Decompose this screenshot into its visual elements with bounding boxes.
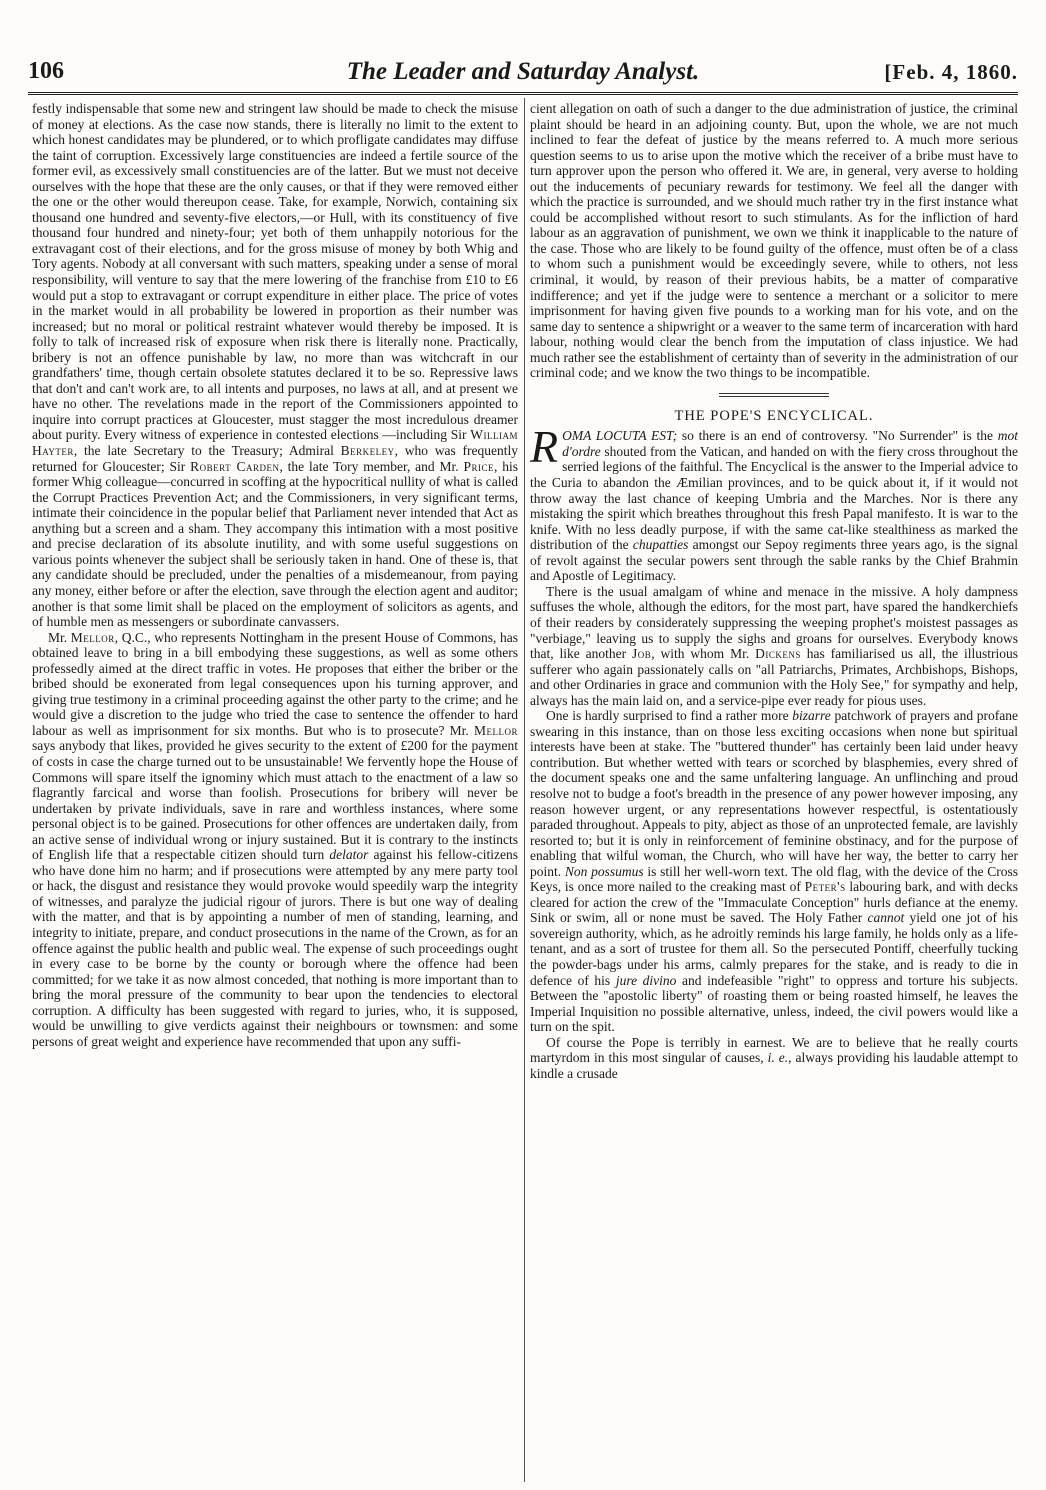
left-column: [32, 101, 518, 1049]
section-separator: [719, 393, 829, 397]
page-header: [28, 58, 1018, 88]
column-divider: [524, 98, 525, 1482]
article-paragraph: cient allegation on oath of such a danger to the due administration of justice, the criminal plaint should be heard in an adjoining county. But, upon the whole, we are not much inclined to fear the defeat of justice by the means referred to. A much more serious question seems to us to arise upon the motive which the receiver of a bribe must have to turn approver upon the person who offered it. We are, in general, very averse to holding out the inducements of pecuniary rewards for testimony. We feel all the danger with which the practice is surrounded, and we should much rather try in the first instance what could be accomplished without resort to such stimulants. As for the infliction of hard labour as an aggravation of punishment, we own we think it inapplicable to the nature of the case. Those who are likely to be found guilty of the offence, must often be of a class to whom such a punishment would be exceedingly severe, while to others, not less criminal, it would, by reason of their previous habits, be a matter of comparative indifference; and yet if the judge were to sentence a merchant or a solicitor to mere imprisonment for having given five pounds to a working man for his vote, and on the same day to sentence a shipwright or a weaver to the same term of incarceration with hard labour, nothing would clear the bench from the imputation of class injustice. We had much rather see the establishment of certainty than of severity in the administration of our criminal code; and we know the two things to be incompatible.: [530, 101, 1018, 381]
drop-cap: R: [530, 421, 559, 473]
right-column: [530, 101, 1018, 1081]
header-rule: [28, 92, 1018, 95]
article-paragraph: One is hardly surprised to find a rather more bizarre patchwork of prayers and profane swearing in this instance, than on those less exciting occasions when none but spiritual interests have been at stake. The "buttered thunder" has certainly been laid under heavy contribution. But whether wetted with tears or scorched by blasphemies, every shred of the document speaks one and the same unfaltering language. An unflinching and proud resolve not to budge a foot's breadth in the presence of any power however imposing, any reason however urgent, or any representations however respectful, is ostentatiously paraded throughout. Appeals to pity, abject as those of an unprotected female, are lavishly resorted to; but it is only in reinforcement of feminine obstinacy, and for the purpose of enabling that wilful woman, the Church, who will have her way, the better to carry her point. Non possumus is still her well-worn text. The old flag, with the device of the Cross Keys, is once more nailed to the creaking mast of Peter's labouring bark, and with decks cleared for action the crew of the "Immaculate Conception" hurls defiance at the enemy. Sink or swim, all or none must be saved. The Holy Father cannot yield one jot of his sovereign authority, which, as he adroitly reminds his large family, he holds only as a life-tenant, and as a sort of trustee for them all. So the persecuted Pontiff, cheerfully tucking the powder-bags under his arms, calmly prepares for the stake, and is ready to die in defence of his jure divino and indefeasible "right" to oppress and torture his subjects. Between the "apostolic liberty" of roasting them or being roasted himself, he leaves the Imperial Inquisition no possible alternative, unless, indeed, the civil powers would like a turn on the spit.: [530, 708, 1019, 1035]
article-paragraph: Of course the Pope is terribly in earnest. We are to believe that he really courts martyrdom in this most singular of causes, i. e., always providing his laudable attempt to kindle a crusade: [530, 1034, 1018, 1081]
issue-date: [Feb. 4, 1860.: [884, 60, 1018, 84]
page-number: 106: [28, 58, 64, 84]
publication-title: The Leader and Saturday Analyst.: [346, 58, 700, 85]
article-heading: THE POPE'S ENCYCLICAL.: [674, 407, 874, 424]
article-paragraph: festly indispensable that some new and stringent law should be made to check the misuse of money at elections. As the case now stands, there is literally no limit to the extent to which honest candidates may be plundered, or to which profligate candidates may diffuse the taint of corruption. Excessively large constituencies are indeed a fertile source of the former evil, as excessively small constituencies are of the latter. But we must not deceive ourselves with the hope that these are the only causes, or that if they were removed either the one or the other would thereupon cease. Take, for example, Norwich, containing six thousand one hundred and seventy-five electors,—or Hull, with its constituency of five thousand four hundred and ninety-four; yet both of them unhappily notorious for the extravagant cost of their elections, and for the gross misuse of money by both Whig and Tory agents. Nobody at all conversant with such matters, speaking under a sense of moral responsibility, will venture to say that the mere lowering of the franchise from £10 to £6 would put a stop to extravagant or corrupt expenditure in either place. The price of votes in the market would in all probability be lowered in proportion as their number was increased; but no moral or political restraint whatever would thereby be imposed. It is folly to talk of increased risk of exposure when risk there is literally none. Practically, bribery is not an offence punishable by law, no more than was witchcraft in our grandfathers' time, though certain obsolete statutes declared it to be so. Repressive laws that don't and can't work are, to all intents and purposes, no laws at all, and at present we have no other. The revelations made in the report of the Commissioners appointed to inquire into corrupt practices at Gloucester, must stagger the most incredulous dreamer about purity. Every witness of experience in contested elections —including Sir William Hayter, the late Secretary to the Treasury; Admiral Berkeley, who was frequently returned for Gloucester; Sir Robert Carden, the late Tory member, and Mr. Price, his former Whig colleague—concurred in scoffing at the hypocritical nullity of what is called the Corrupt Practices Prevention Act; and the Commissioners, in very significant terms, intimate their coincidence in the popular belief that Parliament never intended that Act as anything but a screen and a sham. They accompany this intimation with a most positive and precise declaration of its absolute inutility, and with some useful suggestions on various points whenever the subject shall be seriously taken in hand. One of these is, that any candidate should be precluded, under the penalties of a misdemeanour, from paying any money, either before or after the election, save through the election agent and auditor; another is that some limit shall be placed on the employment of solicitors as agents, and of humble men as messengers or subordinate canvassers.: [32, 101, 519, 630]
article-paragraph: ROMA LOCUTA EST; so there is an end of controversy. "No Surrender" is the mot d'ordre shouted from the Vatican, and handed on with the fiery cross throughout the serried legions of the faithful. The Encyclical is the answer to the Imperial advice to the Curia to abandon the Æmilian provinces, and to be quick about it, if it would not throw away the last chance of keeping Umbria and the Marches. Nor is there any mistaking the spirit which breathes throughout this fresh Papal manifesto. It is war to the knife. With no less deadly purpose, if with the same cat-like stealthiness as marked the distribution of the chupatties amongst our Sepoy regiments three years ago, is the signal of revolt against the secular powers sent through the sable ranks by the Chief Brahmin and Apostle of Legitimacy.: [530, 421, 1019, 584]
article-paragraph: Mr. Mellor, Q.C., who represents Nottingham in the present House of Commons, has obtained leave to bring in a bill embodying these suggestions, as well as some others professedly aimed at the direct traffic in votes. He proposes that either the briber or the bribed should be exonerated from legal consequences upon his turning approver, and giving true testimony in a criminal proceeding against the other party to the crime; and he would give a discretion to the judge who tried the case to sentence the offender to hard labour as well as imprisonment for six months. But who is to prosecute? Mr. Mellor says anybody that likes, provided he gives security to the extent of £200 for the payment of costs in case the charge turned out to be unsustainable! We fervently hope the House of Commons will spare itself the ignominy which must attach to the enactment of a law so flagrantly farcical and worse than foolish. Prosecutions for bribery will never be undertaken by private individuals, save in rare and worthless instances, where some personal object is to be gained. Prosecutions for other offences are undertaken daily, from an active sense of individual wrong or injury sustained. But it is contrary to the instincts of English life that a respectable citizen should turn delator against his fellow-citizens who have done him no harm; and if prosecutions were attempted by any mere party tool or hack, the disgust and resistance they would provoke would speedily warp the integrity of witnesses, and paralyze the judicial rigour of jurors. There is but one way of dealing with the matter, and that is by appointing a number of men of standing, learning, and integrity to initiate, prepare, and conduct prosecutions in the name of the Crown, as for an offence against the public health and public weal. The expense of such proceedings ought in every case to be borne by the county or borough where the offence had been committed; for we take it as now almost conceded, that nothing is more important than to bring the moral pressure of the community to bear upon the tendencies to electoral corruption. A difficulty has been suggested with regard to juries, who, it is supposed, would be unwilling to give verdicts against their neighbours or townsmen: and some persons of great weight and experience have recommended that upon any suffi-: [32, 629, 519, 1049]
article-paragraph: There is the usual amalgam of whine and menace in the missive. A holy dampness suffuses the whole, although the editors, for the most part, have spared the handkerchiefs of their readers by considerately suppressing the weeping prophet's moistest passages as "verbiage," leaving us to supply the sighs and groans for ourselves. Everybody knows that, like another Job, with whom Mr. Dickens has familiarised us all, the illustrious sufferer who again passionately calls on "all Patriarchs, Primates, Archbishops, Bishops, and other Ordinaries in grace and communion with the Holy See," for sympathy and help, always has the main laid on, and a service-pipe ever ready for pious uses.: [530, 583, 1019, 708]
